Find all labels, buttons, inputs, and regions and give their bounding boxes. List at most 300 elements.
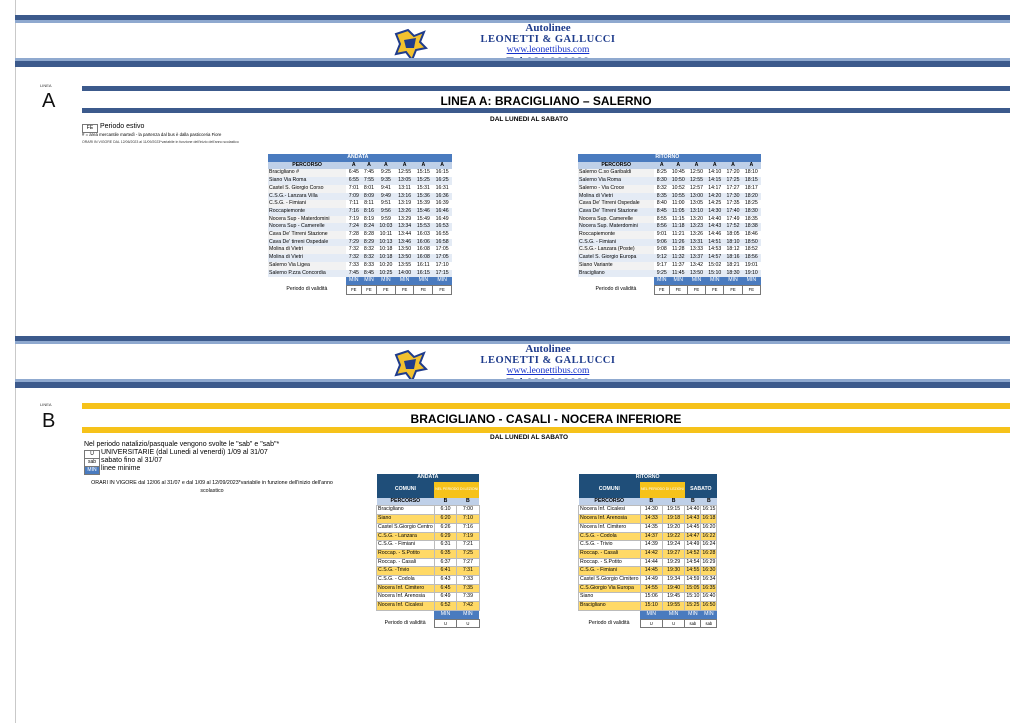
departure-time: 9:25: [380, 169, 391, 176]
departure-time: 13:19: [398, 200, 412, 207]
validity-label: Periodo di validità: [286, 285, 328, 292]
departure-time: 16:08: [414, 254, 433, 262]
validity-code: FE: [377, 285, 396, 294]
line-b-title: BRACIGLIANO - CASALI - NOCERA INFERIORE: [410, 412, 682, 426]
departure-time: 17:40: [724, 208, 742, 216]
departure-time: 8:32: [656, 184, 667, 191]
stop-name: Nocera Sup - Materdomini: [268, 216, 346, 224]
column-header: B: [662, 498, 684, 506]
table-row: [377, 602, 480, 611]
departure-time: 7:00: [457, 506, 479, 515]
line-a-legend-code: FE: [82, 124, 98, 133]
departure-time: 11:21: [671, 231, 685, 238]
departure-time: 14:46: [708, 231, 722, 238]
line-b-legend-text-sab: sabato fino al 31/07: [101, 457, 163, 464]
linea-a-label: LINEA: [40, 83, 52, 88]
stop-name: C.S.G. - Fimiani: [579, 567, 641, 576]
direction-header: ANDATA: [346, 154, 451, 162]
departure-time: 7:32: [348, 246, 359, 253]
table-row: [578, 169, 761, 177]
departure-time: 14:30: [706, 208, 724, 216]
stop-name: Siano Variante: [578, 262, 654, 270]
validity-code: FE: [395, 285, 414, 294]
direction-header: RITORNO: [579, 474, 717, 482]
min-badge: MIN: [742, 277, 760, 285]
table-row: [377, 558, 480, 567]
line-a-days: DAL LUNEDI AL SABATO: [490, 116, 569, 123]
min-row: [377, 610, 480, 619]
validity-code: FE: [654, 285, 669, 294]
validity-code: FE: [687, 285, 705, 294]
table-row: [268, 262, 452, 270]
departure-time: 12:57: [690, 184, 704, 191]
departure-time: 16:06: [414, 239, 433, 247]
departure-time: 6:37: [434, 558, 456, 567]
stop-name: Castel S. Giorgio Europa: [578, 254, 654, 262]
departure-time: 7:28: [348, 231, 359, 238]
table-row: [268, 200, 452, 208]
min-badge: MIN: [346, 277, 361, 285]
departure-time: 14:00: [395, 270, 414, 278]
min-badge: MIN: [701, 610, 717, 619]
departure-time: 18:20: [742, 193, 760, 201]
departure-time: 13:10: [687, 208, 705, 216]
stop-name: C.S.G.- Lanzara (Poste): [578, 246, 654, 254]
departure-time: 14:30: [640, 506, 662, 515]
lesson-period-header: NEL PERIODO DI LEZIONI: [640, 482, 685, 498]
stop-name: Nocera Inf. Cimitero: [377, 584, 435, 593]
blank-cell: [578, 277, 654, 285]
departure-time: 13:55: [398, 261, 412, 268]
line-a-validity-note: ORARI IN VIGORE DAL 12/06/2023 al 11/09/2023*variabile in funzione dell'inizio dell'anno scolastico: [82, 140, 239, 144]
company-website-link[interactable]: www.leonettibus.com: [506, 45, 590, 55]
departure-time: 14:55: [640, 584, 662, 593]
column-header: A: [377, 162, 396, 170]
column-header: B: [434, 498, 456, 506]
departure-time: 10:20: [379, 261, 393, 268]
table-row: [578, 185, 761, 193]
departure-time: 14:53: [708, 246, 722, 253]
line-b-legend-text-u: UNIVERSITARIE (dal Lunedi al venerdi) 1/09 al 31/07: [101, 449, 268, 456]
departure-time: 13:50: [398, 246, 412, 253]
departure-time: 14:35: [640, 523, 662, 532]
departure-time: 14:42: [640, 549, 662, 558]
departure-time: 6:41: [434, 567, 456, 576]
stop-name: C.S.G. - Trivio: [579, 541, 641, 550]
stop-name: C.S.G.- Lanzara Villa: [268, 193, 346, 201]
departure-time: 18:12: [726, 246, 740, 253]
line-b-ritorno-table: [578, 474, 717, 628]
table-row: [578, 246, 761, 254]
table-row: [579, 602, 717, 611]
departure-time: 11:26: [669, 239, 687, 247]
line-b-top-bar: [82, 403, 1010, 409]
departure-time: 13:29: [398, 215, 412, 222]
departure-time: 6:43: [434, 576, 456, 585]
column-header: A: [669, 162, 687, 170]
table-row: [377, 515, 480, 524]
direction-header: RITORNO: [654, 154, 760, 162]
departure-time: 16:40: [701, 593, 717, 602]
min-badge: MIN: [414, 277, 433, 285]
validity-row: [578, 285, 761, 294]
departure-time: 8:01: [363, 184, 374, 191]
table-row: [268, 254, 452, 262]
departure-time: 10:18: [377, 254, 396, 262]
departure-time: 19:40: [662, 584, 684, 593]
min-badge: MIN: [377, 277, 396, 285]
departure-time: 16:22: [701, 532, 717, 541]
departure-time: 14:47: [685, 532, 701, 541]
departure-time: 8:28: [363, 231, 374, 238]
departure-time: 6:45: [434, 584, 456, 593]
departure-time: 9:17: [656, 261, 667, 268]
departure-time: 7:33: [457, 576, 479, 585]
stop-name: Castel S.Giorgio Centro: [377, 523, 435, 532]
departure-time: 13:16: [395, 193, 414, 201]
departure-time: 16:29: [701, 558, 717, 567]
table-row: [377, 549, 480, 558]
departure-time: 8:56: [654, 223, 669, 231]
departure-time: 8:45: [654, 208, 669, 216]
min-badge: MIN: [457, 610, 479, 619]
departure-time: 9:41: [380, 184, 391, 191]
departure-time: 15:36: [414, 193, 433, 201]
departure-time: 14:20: [706, 193, 724, 201]
column-header-row: [579, 498, 717, 506]
departure-time: 16:31: [435, 184, 449, 191]
column-header-percorso: PERCORSO: [268, 162, 346, 170]
departure-time: 11:45: [669, 270, 687, 278]
departure-time: 16:25: [433, 177, 452, 185]
departure-time: 16:11: [417, 261, 430, 268]
departure-time: 15:15: [416, 169, 430, 176]
departure-time: 19:01: [744, 261, 758, 268]
departure-time: 17:20: [726, 169, 740, 176]
departure-time: 15:46: [414, 208, 433, 216]
column-header: A: [724, 162, 742, 170]
min-badge: MIN: [685, 610, 701, 619]
min-badge: MIN: [361, 277, 376, 285]
table-row: [377, 567, 480, 576]
departure-time: 7:19: [457, 532, 479, 541]
departure-time: 7:35: [457, 584, 479, 593]
stop-name: Bracigliano #: [268, 169, 346, 177]
departure-time: 18:30: [724, 270, 742, 278]
departure-time: 17:25: [724, 177, 742, 185]
departure-time: 16:15: [701, 506, 717, 515]
min-badge: MIN: [724, 277, 742, 285]
departure-time: 10:50: [669, 177, 687, 185]
departure-time: 14:40: [685, 506, 701, 515]
departure-time: 10:03: [377, 223, 396, 231]
blank-cell: [377, 610, 435, 619]
column-header: B: [685, 498, 701, 506]
stop-name: Cava De' Tirreni Stazione: [578, 208, 654, 216]
departure-time: 17:52: [724, 223, 742, 231]
departure-time: 9:56: [377, 208, 396, 216]
departure-time: 10:55: [669, 193, 687, 201]
table-row: [268, 193, 452, 201]
table-row: [268, 177, 452, 185]
table-row: [579, 549, 717, 558]
departure-time: 8:25: [656, 169, 667, 176]
column-header: A: [414, 162, 433, 170]
departure-time: 17:05: [433, 254, 452, 262]
table-row: [579, 515, 717, 524]
departure-time: 7:33: [348, 261, 359, 268]
table-row: [579, 523, 717, 532]
min-row: [268, 277, 452, 285]
validity-code: FE: [414, 285, 433, 294]
min-badge: MIN: [640, 610, 662, 619]
departure-time: 16:55: [435, 231, 449, 238]
departure-time: 8:32: [363, 246, 374, 253]
stop-name: Roccapiemonte: [578, 231, 654, 239]
line-b-legend-text-min: linee minime: [101, 465, 141, 472]
company-brand: LEONETTI & GALLUCCI: [480, 355, 616, 366]
departure-time: 14:25: [708, 200, 722, 207]
table-row: [268, 216, 452, 224]
table-row: [268, 185, 452, 193]
departure-time: 17:35: [726, 200, 740, 207]
stop-name: Siano Via Roma: [268, 177, 346, 185]
table-row: [578, 208, 761, 216]
departure-time: 16:46: [433, 208, 452, 216]
departure-time: 18:35: [744, 215, 758, 222]
departure-time: 9:25: [654, 270, 669, 278]
departure-time: 6:31: [434, 541, 456, 550]
departure-time: 8:19: [363, 215, 374, 222]
table-row: [578, 177, 761, 185]
departure-time: 7:29: [346, 239, 361, 247]
column-header: A: [433, 162, 452, 170]
departure-time: 8:16: [361, 208, 376, 216]
departure-time: 6:26: [434, 523, 456, 532]
departure-time: 16:15: [435, 169, 449, 176]
departure-time: 14:54: [685, 558, 701, 567]
departure-time: 7:32: [346, 254, 361, 262]
departure-time: 14:43: [706, 223, 724, 231]
stop-name: Roccap. - S.Potito: [377, 549, 435, 558]
comuni-header-row: [579, 482, 717, 498]
stop-name: Salerno Via Ligea: [268, 262, 346, 270]
departure-time: 12:55: [398, 169, 412, 176]
line-a-legend-text: Periodo estivo: [100, 123, 145, 130]
departure-time: 10:25: [377, 270, 396, 278]
company-name: Autolinee: [525, 22, 571, 34]
departure-time: 13:42: [690, 261, 704, 268]
column-header: A: [706, 162, 724, 170]
line-b-legend-code-sab: sab: [84, 458, 100, 467]
departure-time: 15:53: [414, 223, 433, 231]
departure-time: 18:30: [742, 208, 760, 216]
validity-code: FE: [433, 285, 452, 294]
line-b-validity-note: ORARI IN VIGORE dal 12/06 al 31/07 e dal 1/09 al 12/09/2023*variabile in funzione dell'inizio dell'anno scolastico: [91, 480, 333, 494]
validity-row: [579, 619, 717, 628]
validity-label: Periodo di validità: [595, 285, 637, 292]
table-row: [578, 223, 761, 231]
departure-time: 13:33: [690, 246, 704, 253]
validity-row: [268, 285, 452, 294]
stop-name: Nocera Sup. Camerelle: [578, 216, 654, 224]
departure-time: 17:49: [726, 215, 740, 222]
departure-time: 15:02: [708, 261, 722, 268]
table-row: [578, 216, 761, 224]
stop-name: Nocera Inf. Arenosia: [579, 515, 641, 524]
departure-time: 16:15: [414, 270, 433, 278]
departure-time: 7:27: [457, 558, 479, 567]
departure-time: 15:49: [416, 215, 430, 222]
table-header-row: [268, 154, 452, 162]
departure-time: 13:26: [690, 231, 704, 238]
departure-time: 16:03: [416, 231, 430, 238]
departure-time: 11:00: [671, 200, 685, 207]
departure-time: 8:32: [361, 254, 376, 262]
table-row: [268, 223, 452, 231]
departure-time: 7:42: [457, 602, 479, 611]
stop-name: C.S.G. - Fimiani: [377, 541, 435, 550]
validity-label: Periodo di validità: [588, 619, 630, 626]
departure-time: 6:10: [434, 506, 456, 515]
stop-name: C.S.G. - Codola: [579, 532, 641, 541]
departure-time: 13:37: [687, 254, 705, 262]
line-b-legend-code-u: U: [84, 450, 100, 459]
departure-time: 7:19: [348, 215, 359, 222]
stop-name: Bracigliano: [579, 602, 641, 611]
departure-time: 18:05: [726, 231, 740, 238]
departure-time: 14:40: [708, 215, 722, 222]
departure-time: 16:58: [433, 239, 452, 247]
departure-time: 7:55: [361, 177, 376, 185]
departure-time: 15:06: [640, 593, 662, 602]
header-bottom-bar: [15, 61, 1010, 67]
table-row: [377, 541, 480, 550]
column-header-percorso: PERCORSO: [578, 162, 654, 170]
departure-time: 16:50: [701, 602, 717, 611]
departure-time: 14:37: [640, 532, 662, 541]
departure-time: 16:53: [433, 223, 452, 231]
departure-time: 16:28: [701, 549, 717, 558]
departure-time: 8:11: [364, 200, 374, 207]
departure-time: 19:10: [742, 270, 760, 278]
departure-time: 17:05: [435, 246, 449, 253]
departure-time: 13:05: [690, 200, 704, 207]
departure-time: 6:20: [434, 515, 456, 524]
departure-time: 7:11: [348, 200, 359, 207]
table-row: [578, 231, 761, 239]
departure-time: 19:45: [662, 593, 684, 602]
departure-time: 16:08: [416, 246, 430, 253]
departure-time: 11:32: [669, 254, 687, 262]
stop-name: Salerno P.zza Concordia: [268, 270, 346, 278]
departure-time: 19:55: [662, 602, 684, 611]
stop-name: Roccap. - S.Potito: [579, 558, 641, 567]
departure-time: 7:10: [457, 515, 479, 524]
stop-name: Nocera Inf. Cicalesi: [377, 602, 435, 611]
table-row: [579, 576, 717, 585]
departure-time: 14:49: [640, 576, 662, 585]
direction-header: ANDATA: [377, 474, 480, 482]
departure-time: 7:39: [457, 593, 479, 602]
departure-time: 19:29: [662, 558, 684, 567]
departure-time: 19:27: [662, 549, 684, 558]
column-header: B: [640, 498, 662, 506]
table-header-row: [579, 474, 717, 482]
table-row: [579, 558, 717, 567]
departure-time: 13:00: [687, 193, 705, 201]
validity-code: FE: [742, 285, 760, 294]
departure-time: 12:50: [690, 169, 704, 176]
departure-time: 9:35: [377, 177, 396, 185]
departure-time: 7:01: [348, 184, 359, 191]
departure-time: 18:38: [742, 223, 760, 231]
departure-time: 14:45: [640, 567, 662, 576]
min-badge: MIN: [654, 277, 669, 285]
stop-name: Molina di Vietri: [578, 193, 654, 201]
stop-name: Roccap. - Casali: [377, 558, 435, 567]
column-header: A: [346, 162, 361, 170]
validity-code: FE: [669, 285, 687, 294]
departure-time: 18:10: [744, 169, 758, 176]
min-row: [578, 277, 761, 285]
departure-time: 13:11: [398, 184, 411, 191]
departure-time: 6:35: [434, 549, 456, 558]
stop-name: Salerno - Via Croce: [578, 185, 654, 193]
table-row: [377, 532, 480, 541]
stop-name: Siano: [377, 515, 435, 524]
line-b-andata-table: [376, 474, 480, 628]
departure-time: 11:15: [671, 215, 685, 222]
stop-name: C.S.G. - Codola: [377, 576, 435, 585]
departure-time: 6:52: [434, 602, 456, 611]
departure-time: 16:36: [433, 193, 452, 201]
departure-time: 14:39: [640, 541, 662, 550]
company-website-link[interactable]: www.leonettibus.com: [506, 366, 590, 376]
stop-name: Roccap. - Casali: [579, 549, 641, 558]
departure-time: 7:16: [346, 208, 361, 216]
departure-time: 10:18: [379, 246, 393, 253]
min-row: [579, 610, 717, 619]
departure-time: 15:10: [640, 602, 662, 611]
departure-time: 7:31: [457, 567, 479, 576]
departure-time: 9:08: [656, 246, 667, 253]
stop-name: Molina di Vietri: [268, 246, 346, 254]
departure-time: 10:13: [377, 239, 396, 247]
table-row: [268, 239, 452, 247]
min-badge: MIN: [687, 277, 705, 285]
validity-label: Periodo di validità: [384, 619, 426, 626]
table-row: [578, 193, 761, 201]
departure-time: 17:15: [433, 270, 452, 278]
departure-time: 13:50: [395, 254, 414, 262]
header2-bottom-bar: [15, 382, 1010, 388]
validity-code: sab: [701, 619, 717, 628]
departure-time: 16:30: [701, 567, 717, 576]
departure-time: 13:34: [395, 223, 414, 231]
departure-time: 15:10: [706, 270, 724, 278]
departure-time: 10:45: [671, 169, 685, 176]
departure-time: 16:18: [701, 515, 717, 524]
validity-code: FE: [346, 285, 361, 294]
blank-cell: [268, 154, 346, 162]
departure-time: 8:33: [363, 261, 374, 268]
departure-time: 14:52: [685, 549, 701, 558]
table-row: [579, 593, 717, 602]
departure-time: 14:49: [685, 541, 701, 550]
departure-time: 11:28: [671, 246, 685, 253]
stop-name: Cava De' tirreni Ospedale: [268, 239, 346, 247]
